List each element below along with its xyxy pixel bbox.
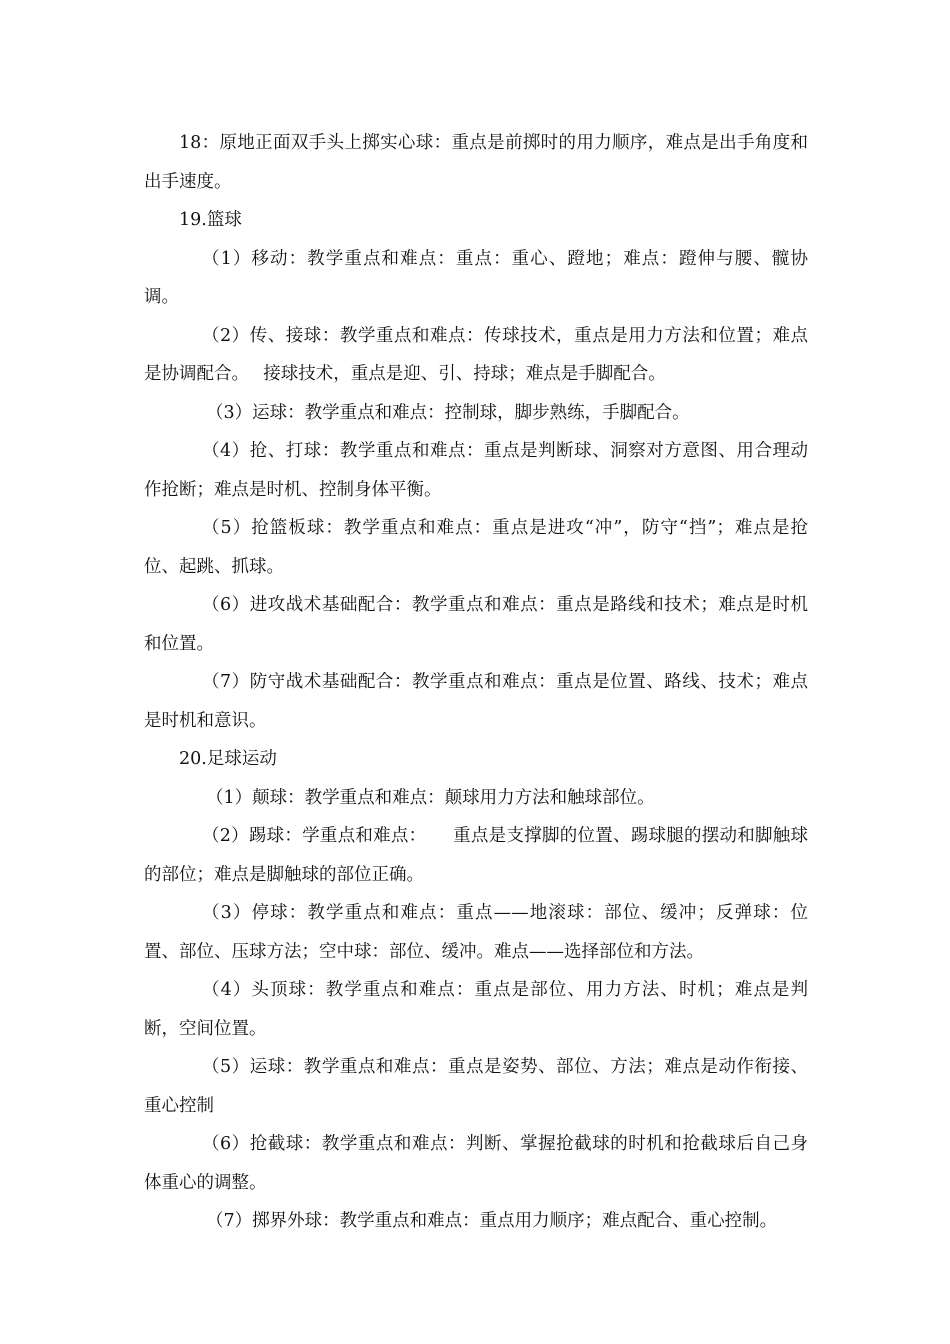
football-item-6: （6）抢截球：教学重点和难点：判断、掌握抢截球的时机和抢截球后自己身体重心的调整。 xyxy=(144,1134,808,1193)
football-item-1: （1）颠球：教学重点和难点：颠球用力方法和触球部位。 xyxy=(206,787,655,808)
football-item-4: （4）头顶球：教学重点和难点：重点是部位、用力方法、时机；难点是判断，空间位置。 xyxy=(144,980,808,1039)
football-item-3: （3）停球：教学重点和难点：重点——地滚球：部位、缓冲；反弹球：位置、部位、压球方法；空中球：部位、缓冲。难点——选择部位和方法。 xyxy=(144,903,808,962)
basketball-item-6: （6）进攻战术基础配合：教学重点和难点：重点是路线和技术；难点是时机和位置。 xyxy=(144,595,808,654)
football-item-5: （5）运球：教学重点和难点：重点是姿势、部位、方法；难点是动作衔接、重心控制 xyxy=(144,1057,808,1116)
basketball-item-1: （1）移动：教学重点和难点：重点：重心、蹬地；难点：蹬伸与腰、髋协调。 xyxy=(144,248,808,307)
basketball-item-3: （3）运球：教学重点和难点：控制球，脚步熟练，手脚配合。 xyxy=(206,402,690,423)
section-heading-basketball: 19.篮球 xyxy=(179,210,242,230)
section-heading-football: 20.足球运动 xyxy=(179,749,277,769)
basketball-item-4: （4）抢、打球：教学重点和难点：重点是判断球、洞察对方意图、用合理动作抢断；难点是时机、控制身体平衡。 xyxy=(144,441,808,500)
football-item-2: （2）踢球：学重点和难点： 重点是支撑脚的位置、踢球腿的摆动和脚触球的部位；难点是脚触球的部位正确。 xyxy=(144,826,808,885)
document-body xyxy=(144,124,808,1241)
football-item-7: （7）掷界外球：教学重点和难点：重点用力顺序；难点配合、重心控制。 xyxy=(206,1211,778,1231)
item-18-shot-put: 18：原地正面双手头上掷实心球：重点是前掷时的用力顺序，难点是出手角度和出手速度。 xyxy=(144,133,808,192)
basketball-item-7: （7）防守战术基础配合：教学重点和难点：重点是位置、路线、技术；难点是时机和意识。 xyxy=(144,672,808,731)
basketball-item-5: （5）抢篮板球：教学重点和难点：重点是进攻“冲”，防守“挡”；难点是抢位、起跳、抓球。 xyxy=(144,518,808,577)
basketball-item-2: （2）传、接球：教学重点和难点：传球技术，重点是用力方法和位置；难点是协调配合。 接球技术，重点是迎、引、持球；难点是手脚配合。 xyxy=(144,325,808,384)
